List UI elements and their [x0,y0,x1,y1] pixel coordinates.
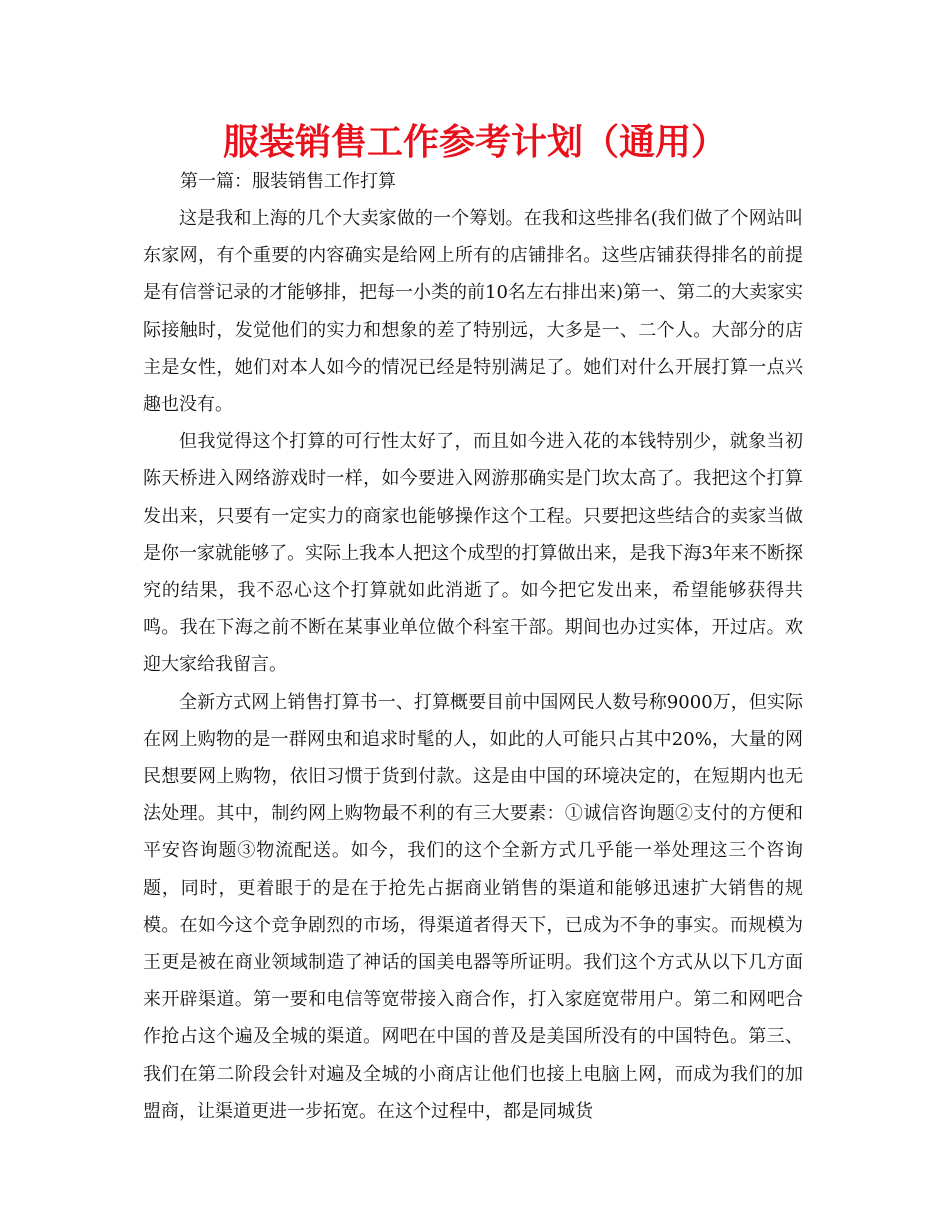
document-title: 服装销售工作参考计划（通用） [222,122,727,163]
paragraph-3: 全新方式网上销售打算书一、打算概要目前中国网民人数号称9000万，但实际在网上购物的是一群网虫和追求时髦的人，如此的人可能只占其中20%，大量的网民想要网上购物，依旧习惯于货到付款。这是由中国的环境决定的，在短期内也无法处理。其中，制约网上购物最不利的有三大要素：①诚信咨询题②支付的方便和平安咨询题③物流配送。如今，我们的这个全新方式几乎能一举处理这三个咨询题，同时，更着眼于的是在于抢先占据商业销售的渠道和能够迅速扩大销售的规模。在如今这个竞争剧烈的市场，得渠道者得天下，已成为不争的事实。而规模为王更是被在商业领域制造了神话的国美电器等所证明。我们这个方式从以下几方面来开辟渠道。第一要和电信等宽带接入商合作，打入家庭宽带用户。第二和网吧合作抢占这个遍及全城的渠道。网吧在中国的普及是美国所没有的中国特色。第三、我们在第二阶段会针对遍及全城的小商店让他们也接上电脑上网，而成为我们的加盟商，让渠道更进一步拓宽。在这个过程中，都是同城货 [143,691,803,1122]
document-body [143,200,803,1130]
paragraph-1: 这是我和上海的几个大卖家做的一个筹划。在我和这些排名(我们做了个网站叫东家网，有个重要的内容确实是给网上所有的店铺排名。这些店铺获得排名的前提是有信誉记录的才能够排，把每一小类的前10名左右排出来)第一、第二的大卖家实际接触时，发觉他们的实力和想象的差了特别远，大多是一、二个人。大部分的店主是女性，她们对本人如今的情况已经是特别满足了。她们对什么开展打算一点兴趣也没有。 [143,208,803,416]
section-heading: 第一篇：服装销售工作打算 [180,171,396,192]
paragraph-2: 但我觉得这个打算的可行性太好了，而且如今进入花的本钱特别少，就象当初陈天桥进入网络游戏时一样，如今要进入网游那确实是门坎太高了。我把这个打算发出来，只要有一定实力的商家也能够操作这个工程。只要把这些结合的卖家当做是你一家就能够了。实际上我本人把这个成型的打算做出来，是我下海3年来不断探究的结果，我不忍心这个打算就如此消逝了。如今把它发出来，希望能够获得共鸣。我在下海之前不断在某事业单位做个科室干部。期间也办过实体，开过店。欢迎大家给我留言。 [143,431,803,676]
